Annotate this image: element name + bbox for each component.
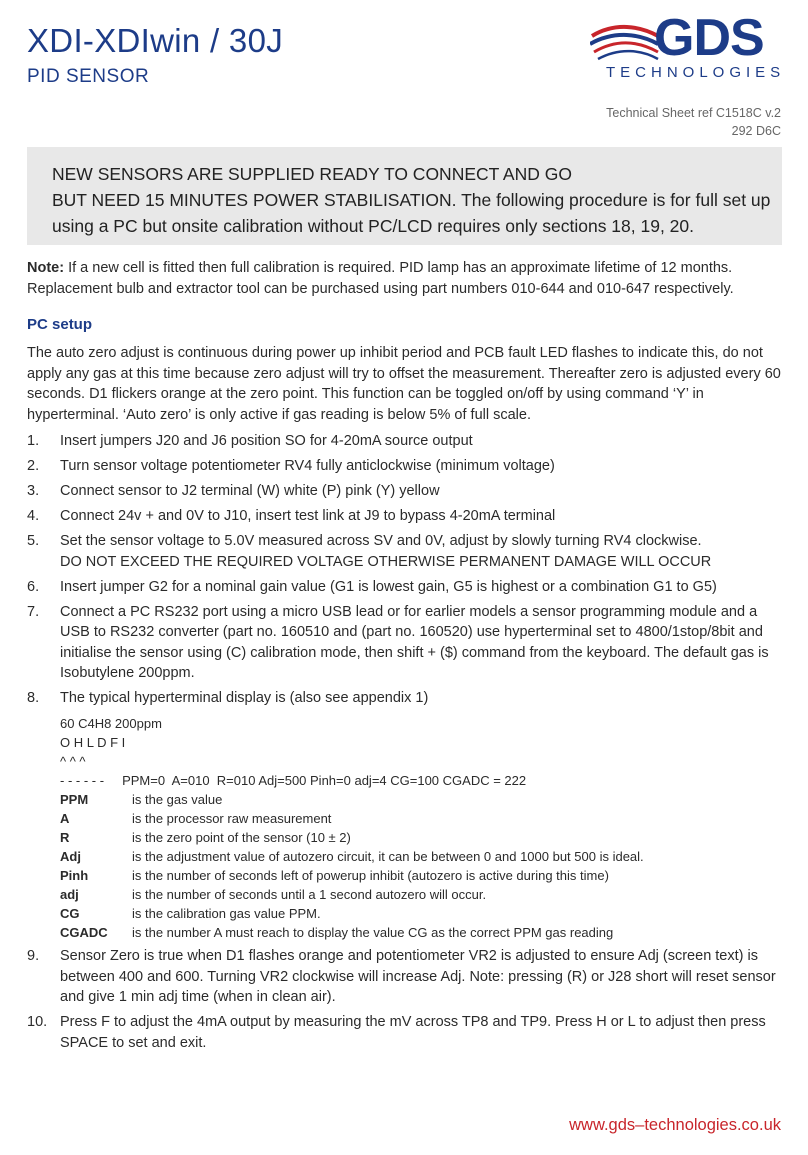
- pc-setup-heading: PC setup: [27, 316, 93, 333]
- def-desc: is the number A must reach to display the value CG as the correct PPM gas reading: [132, 924, 614, 940]
- step-text: Connect sensor to J2 terminal (W) white (P) pink (Y) yellow: [60, 483, 440, 499]
- def-key: Pinh: [60, 867, 89, 883]
- document-title: XDI-XDIwin / 30J: [27, 22, 284, 59]
- step-text: Insert jumpers J20 and J6 position SO for 4-20mA source output: [60, 433, 473, 449]
- note-paragraph: [27, 258, 787, 300]
- banner-line-2: BUT NEED 15 MINUTES POWER STABILISATION. The following procedure is for full set up: [52, 190, 771, 210]
- step-number: 8.: [27, 690, 40, 706]
- step-number: 6.: [27, 578, 40, 595]
- step-number: 7.: [27, 603, 40, 620]
- step-3: [27, 481, 787, 502]
- def-key: PPM: [60, 791, 89, 807]
- def-key: R: [60, 829, 70, 845]
- ref-line-1: Technical Sheet ref C1518C v.2: [606, 106, 781, 120]
- hyper-definitions: [60, 790, 787, 942]
- def-key: CGADC: [60, 924, 108, 940]
- step-text: Press F to adjust the 4mA output by measuring the mV across TP8 and TP9. Press H or L to adjust then press SPACE to set and exit.: [60, 1014, 766, 1051]
- procedure-steps: [27, 431, 787, 1058]
- step-number: 10.: [27, 1014, 48, 1030]
- def-key: A: [60, 810, 70, 826]
- step-6: [27, 577, 787, 598]
- footer-website-link[interactable]: www.gds–technologies.co.uk: [569, 1116, 781, 1134]
- step-number: 9.: [27, 948, 40, 964]
- def-desc: is the calibration gas value PPM.: [132, 905, 321, 921]
- def-desc: is the processor raw measurement: [132, 810, 332, 826]
- def-desc: is the number of seconds left of powerup inhibit (autozero is active during this time): [132, 867, 609, 883]
- banner-line-3: using a PC but onsite calibration without PC/LCD requires only sections 18, 19, 20.: [52, 216, 695, 236]
- step-text: Turn sensor voltage potentiometer RV4 fully anticlockwise (minimum voltage): [60, 458, 555, 474]
- banner-line-1: NEW SENSORS ARE SUPPLIED READY TO CONNECT AND GO: [52, 164, 572, 184]
- ref-line-2: 292 D6C: [731, 124, 781, 138]
- hyperterminal-display: [60, 714, 787, 942]
- step-warning: DO NOT EXCEED THE REQUIRED VOLTAGE OTHERWISE PERMANENT DAMAGE WILL OCCUR: [60, 553, 712, 570]
- step-number: 4.: [27, 508, 40, 524]
- step-9: [27, 946, 787, 1008]
- step-7: [27, 602, 787, 684]
- step-number: 1.: [27, 433, 40, 449]
- step-10: [27, 1012, 787, 1053]
- step-text: Connect 24v + and 0V to J10, insert test link at J9 to bypass 4-20mA terminal: [60, 508, 556, 524]
- setup-banner: [27, 147, 782, 245]
- step-text: The typical hyperterminal display is (also see appendix 1): [60, 690, 429, 706]
- def-desc: is the adjustment value of autozero circuit, it can be between 0 and 1000 but 500 is ideal.: [132, 848, 644, 864]
- def-desc: is the zero point of the sensor (10 ± 2): [132, 829, 351, 845]
- step-number: 3.: [27, 483, 40, 499]
- hyper-line-2: O H L D F I: [60, 734, 126, 750]
- hyper-line-3: ^ ^ ^: [60, 753, 86, 769]
- step-5: [27, 531, 787, 572]
- step-1: [27, 431, 787, 452]
- hyper-line-4: - - - - - - PPM=0 A=010 R=010 Adj=500 Pinh=0 adj=4 CG=100 CGADC = 222: [60, 772, 527, 788]
- def-key: Adj: [60, 848, 81, 864]
- step-2: [27, 456, 787, 477]
- step-text: Insert jumper G2 for a nominal gain value (G1 is lowest gain, G5 is highest or a combination G1 to G5): [60, 578, 717, 595]
- def-desc: is the number of seconds until a 1 second autozero will occur.: [132, 886, 487, 902]
- pc-setup-intro: The auto zero adjust is continuous during power up inhibit period and PCB fault LED flashes to indicate this, do not apply any gas at this time because zero adjust will try to offset the measurement. Thereafter zero is adjusted every 60 seconds. D1 flickers orange at the zero point. This function can be toggled on/off by using command ‘Y’ in hyperterminal. ‘Auto zero’ is only active if gas reading is below 5% of full scale.: [27, 345, 781, 423]
- step-text: Sensor Zero is true when D1 flashes orange and potentiometer VR2 is adjusted to ensure Adj (screen text) is between 400 and 600. Turning VR2 clockwise will increase Adj. Note: pressing (R) or J28 short will reset sensor and give 1 min adj time (when in clean air).: [60, 948, 776, 1005]
- def-key: adj: [60, 886, 79, 902]
- def-key: CG: [60, 905, 80, 921]
- note-label: Note:: [27, 260, 65, 276]
- logo-tagline: TECHNOLOGIES: [606, 64, 786, 81]
- step-number: 5.: [27, 533, 40, 549]
- technical-sheet-reference: [606, 104, 781, 140]
- note-text: If a new cell is fitted then full calibration is required. PID lamp has an approximate lifetime of 12 months. Replacement bulb and extractor tool can be purchased using part numbers 010-644 and 010-647 respectively.: [27, 260, 734, 297]
- logo-wordmark: GDS: [654, 9, 764, 67]
- step-8: [27, 688, 787, 942]
- step-number: 2.: [27, 458, 40, 474]
- hyper-line-1: 60 C4H8 200ppm: [60, 715, 162, 731]
- step-text: Connect a PC RS232 port using a micro USB lead or for earlier models a sensor programming module and a USB to RS232 converter (part no. 160510 and (part no. 160520) use hyperterminal set to 4800/1stop/8bit and initialise the sensor using (C) calibration mode, then shift + ($) command from the keyboard. The default gas is Isobutylene 200ppm.: [60, 603, 769, 681]
- def-desc: is the gas value: [132, 791, 223, 807]
- document-subtitle: PID SENSOR: [27, 66, 150, 87]
- step-text: Set the sensor voltage to 5.0V measured across SV and 0V, adjust by slowly turning RV4 clockwise.: [60, 533, 702, 549]
- step-4: [27, 506, 787, 527]
